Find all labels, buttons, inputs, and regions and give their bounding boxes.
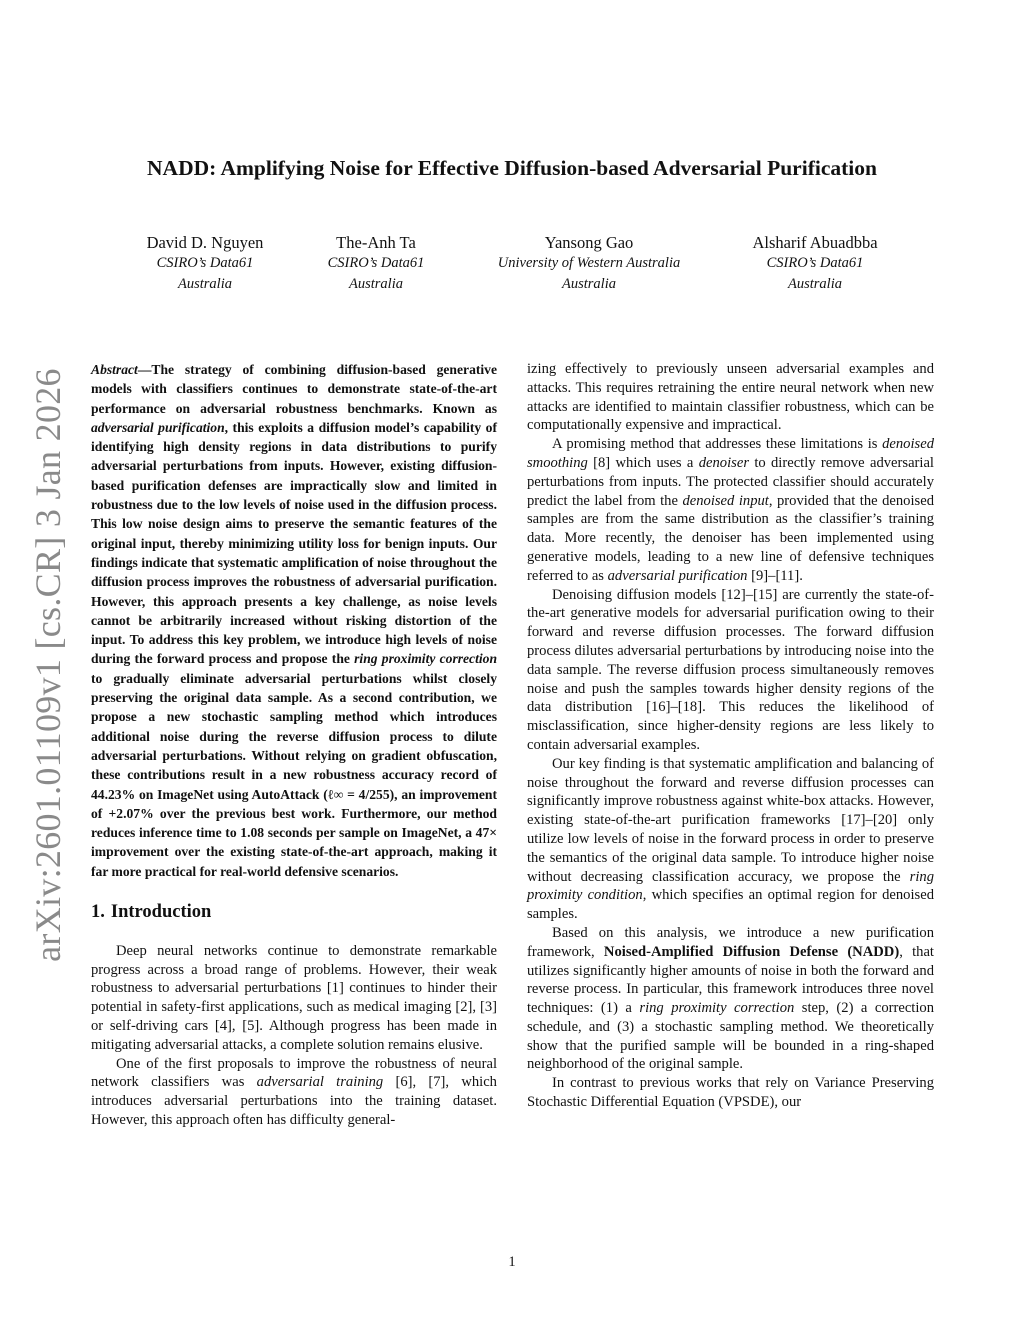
author-affiliation: University of Western Australia — [497, 255, 681, 271]
paragraph: One of the first proposals to improve the robustness of neural network classifiers was adversarial training [6], [7], which introduces adversarial perturbations into the training dataset. However, this approach often has difficulty general- — [91, 1055, 497, 1128]
author-block — [735, 232, 895, 295]
paragraph: Our key finding is that systematic amplification and balancing of noise throughout the forward and reverse diffusion processes can significantly improve robustness against white-box attacks. However, existing state-of-the-art purification frameworks [17]–[20] only utilize low levels of noise in the forward process in order to preserve the semantics of the original data sample. To introduce higher noise without decreasing classification accuracy, we propose the ring proximity condition, which specifies an optimal region for denoised samples. — [527, 755, 934, 923]
paper-title: NADD: Amplifying Noise for Effective Diffusion-based Adversarial Purification — [147, 156, 877, 180]
author-name: Alsharif Abuadbba — [752, 233, 878, 252]
author-affiliation: CSIRO’s Data61 — [766, 255, 864, 271]
author-name: Yansong Gao — [544, 233, 634, 252]
paragraph: In contrast to previous works that rely on Variance Preserving Stochastic Differential Equation (VPSDE), our — [527, 1075, 934, 1111]
author-country: Australia — [562, 276, 616, 292]
author-block — [125, 232, 285, 295]
author-block — [469, 232, 709, 295]
abstract: Abstract—The strategy of combining diffusion-based generative models with classifiers continues to demonstrate state-of-the-art performance on adversarial robustness benchmarks. Known as adversarial purification, this exploits a diffusion model’s capability of identifying high density regions in data distributions to purify adversarial perturbations from inputs. However, existing diffusion-based purification defenses are impractically slow and limited in robustness due to the low levels of noise used in the diffusion process. This low noise design aims to preserve the semantic features of the original input, thereby minimizing utility loss for benign inputs. Our findings indicate that systematic amplification of noise throughout the diffusion process improves the robustness of adversarial purification. However, this approach presents a key challenge, as noise levels cannot be arbitrarily increased without risking distortion of the input. To address this key problem, we introduce high levels of noise during the forward process and propose the ring proximity correction to gradually eliminate adversarial perturbations whilst closely preserving the original data sample. As a second contribution, we propose a new stochastic sampling method which introduces additional noise during the reverse diffusion process to dilute adversarial perturbations. Without relying on gradient obfuscation, these contributions result in a new robustness accuracy record of 44.23% on ImageNet using AutoAttack (ℓ∞ = 4/255), an improvement of +2.07% over the previous best work. Furthermore, our method reduces inference time to 1.08 seconds per sample on ImageNet, a 47× improvement over the existing state-of-the-art approach, making it far more practical for real-world defensive scenarios. — [91, 362, 498, 879]
section-title: Introduction — [110, 902, 212, 923]
author-country: Australia — [178, 276, 232, 292]
abstract-lead: Abstract — [91, 362, 138, 377]
section-number: 1. — [91, 902, 105, 923]
paragraph: izing effectively to previously unseen adversarial examples and attacks. This requires retraining the entire neural network when new attacks are identified to maintain classifier robustness, which can be computationally expensive and impractical. — [527, 361, 934, 434]
author-country: Australia — [349, 276, 403, 292]
author-block — [306, 232, 446, 295]
author-name: David D. Nguyen — [146, 233, 264, 252]
page-number: 1 — [508, 1254, 516, 1270]
arxiv-stamp — [18, 368, 78, 962]
paragraph: Deep neural networks continue to demonstrate remarkable progress across a broad range of problems. However, their weak robustness to adversarial perturbations [1] continues to hinder their potential in safety-first applications, such as medical imaging [2], [3] or self-driving cars [4], [5]. Although progress has been made in mitigating adversarial attacks, a complete solution remains elusive. — [91, 942, 497, 1053]
paragraph: Denoising diffusion models [12]–[15] are currently the state-of-the-art generative models for adversarial purification owing to their forward and reverse diffusion processes. The forward diffusion process dilutes adversarial perturbations by introducing noise into the data sample. The reverse diffusion process simultaneously removes noise and push the samples towards higher density regions of the data distribution [16]–[18]. This reduces the likelihood of misclassification, since higher-density regions are less likely to contain adversarial examples. — [527, 586, 934, 753]
paragraph: Based on this analysis, we introduce a new purification framework, Noised-Amplified Diffusion Defense (NADD), that utilizes significantly higher amounts of noise in both the forward and reverse process. In particular, this framework introduces three novel techniques: (1) a ring proximity correction step, (2) a correction schedule, and (3) a stochastic sampling method. We theoretically show that the purified sample will be bounded in a ring-shaped neighborhood of the original sample. — [527, 924, 935, 1073]
left-column — [91, 360, 497, 1130]
section-heading — [91, 903, 497, 922]
author-name: The-Anh Ta — [336, 233, 416, 252]
arxiv-stamp-text: arXiv:2601.01109v1 [cs.CR] 3 Jan 2026 — [28, 368, 68, 962]
paragraph: A promising method that addresses these limitations is denoised smoothing [8] which uses a denoiser to directly remove adversarial perturbations from inputs. The protected classifier should accurately predict the label from the denoised input, provided that the denoised samples are from the same distribution as the classifier’s training data. More recently, the denoiser has been implemented using generative models, leading to a new line of defensive techniques referred to as adversarial purification [9]–[11]. — [527, 436, 934, 584]
author-affiliation: CSIRO’s Data61 — [156, 255, 254, 271]
author-country: Australia — [788, 276, 842, 292]
author-affiliation: CSIRO’s Data61 — [327, 255, 425, 271]
right-column — [527, 360, 934, 1112]
